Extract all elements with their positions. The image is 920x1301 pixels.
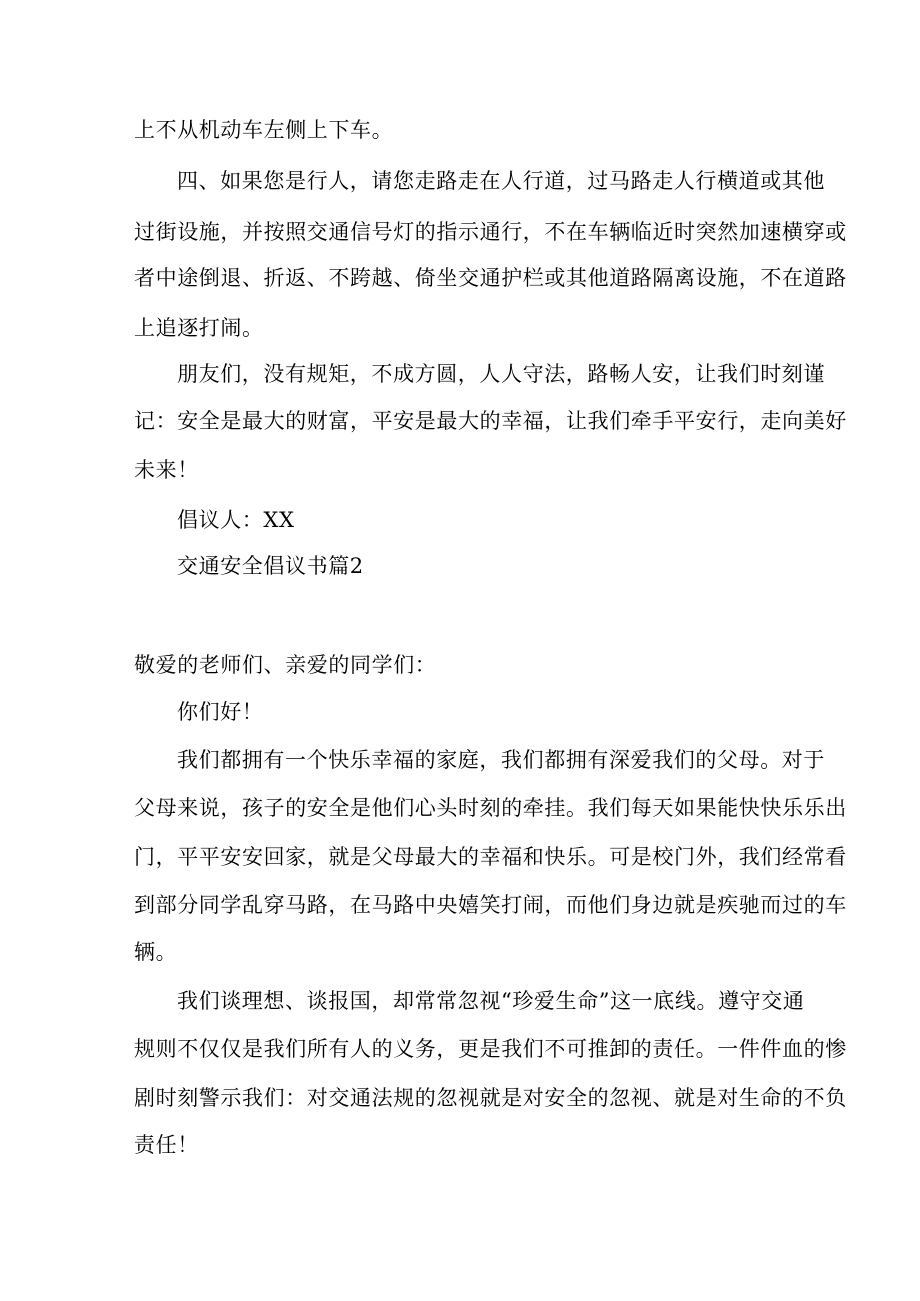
text-line: 剧时刻警示我们：对交通法规的忽视就是对安全的忽视、就是对生命的不负 [134,1086,847,1110]
text-line: 门，平平安安回家，就是父母最大的幸福和快乐。可是校门外，我们经常看 [134,845,847,869]
text-line: 四、如果您是行人，请您走路走在人行道，过马路走人行横道或其他 [177,169,825,193]
text-line: 者中途倒退、折返、不跨越、倚坐交通护栏或其他道路隔离设施，不在道路 [134,266,847,290]
text-line: 责任！ [134,1133,199,1157]
text-line: 规则不仅仅是我们所有人的义务，更是我们不可推卸的责任。一件件血的惨 [134,1037,847,1061]
text-line: 上追逐打闹。 [134,316,264,340]
section-heading: 交通安全倡议书篇2 [177,554,364,578]
greeting: 你们好！ [177,700,264,724]
text-line: 过街设施，并按照交通信号灯的指示通行，不在车辆临近时突然加速横穿或 [134,220,847,244]
text-line: 父母来说，孩子的安全是他们心头时刻的牵挂。我们每天如果能快快乐乐出 [134,796,847,820]
text-line: 上不从机动车左侧上下车。 [134,118,394,142]
text-line: 未来！ [134,458,199,482]
text-line: 辆。 [134,940,178,964]
salutation: 敬爱的老师们、亲爱的同学们： [134,653,437,677]
text-line: 到部分同学乱穿马路，在马路中央嬉笑打闹，而他们身边就是疾驰而过的车 [134,893,847,917]
text-line: 我们谈理想、谈报国，却常常忽视“珍爱生命”这一底线。遵守交通 [177,989,805,1013]
text-line: 我们都拥有一个快乐幸福的家庭，我们都拥有深爱我们的父母。对于 [177,748,825,772]
text-line: 朋友们，没有规矩，不成方圆，人人守法，路畅人安，让我们时刻谨 [177,362,825,386]
text-line: 记：安全是最大的财富，平安是最大的幸福，让我们牵手平安行，走向美好 [134,409,847,433]
signature-line: 倡议人：XX [177,508,295,532]
